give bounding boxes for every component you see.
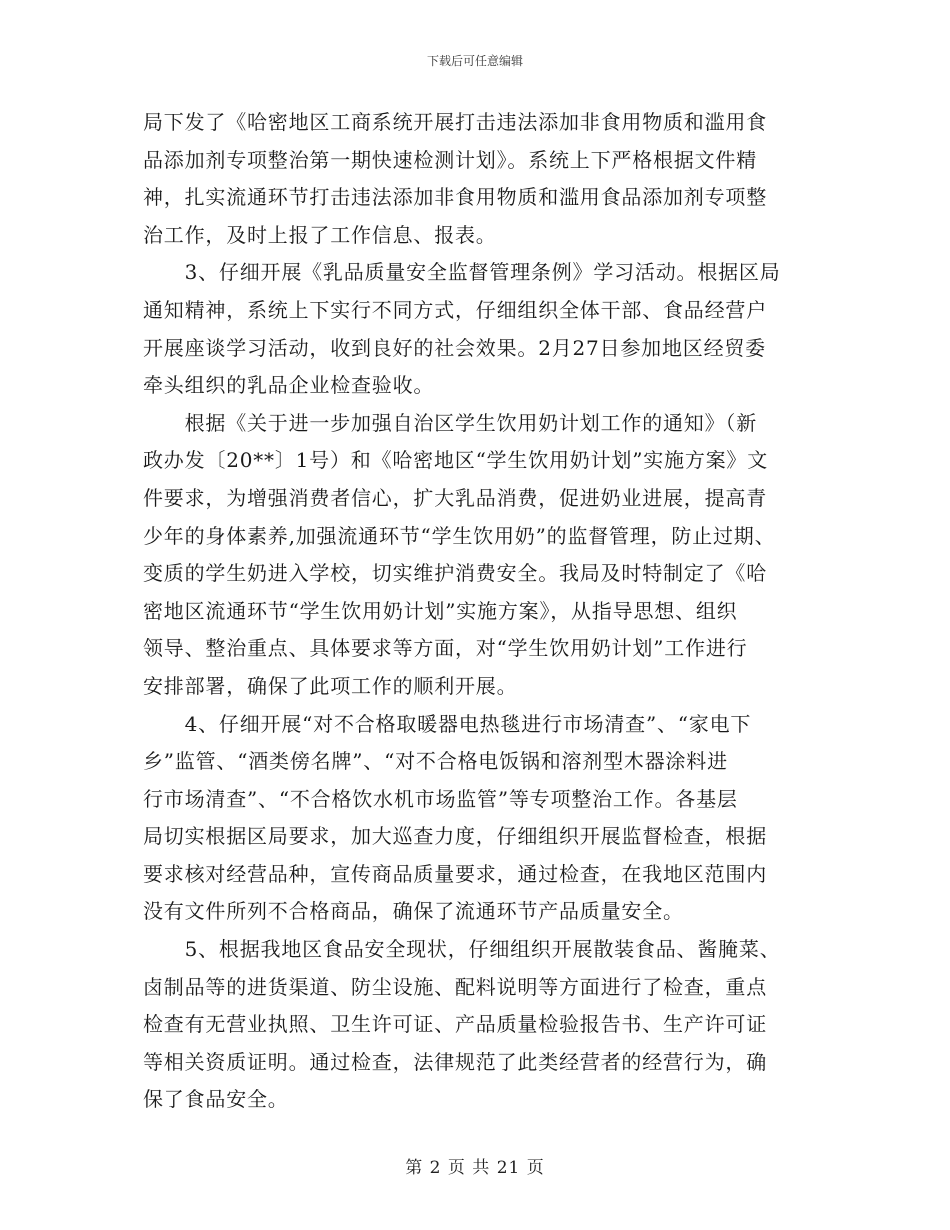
text-line: 治工作，及时上报了工作信息、报表。 <box>143 222 497 247</box>
page-header: 下载后可任意编辑 <box>426 54 523 68</box>
text-line: 保了食品安全。 <box>143 1087 289 1112</box>
text-line: 领导、整治重点、具体要求等方面，对“学生饮用奶计划”工作进行 <box>143 636 748 661</box>
text-line: 根据《关于进一步加强自治区学生饮用奶计划工作的通知》（新 <box>143 410 757 435</box>
text-line: 牵头组织的乳品企业检查验收。 <box>143 373 435 398</box>
text-line: 开展座谈学习活动，收到良好的社会效果。2月27日参加地区经贸委 <box>143 335 766 360</box>
page-footer: 第 2 页 共 21 页 <box>405 1158 545 1178</box>
text-line: 没有文件所列不合格商品，确保了流通环节产品质量安全。 <box>143 899 684 924</box>
text-line: 局下发了《哈密地区工商系统开展打击违法添加非食用物质和滥用食 <box>143 110 767 134</box>
text-line: 4、仔细开展“对不合格取暖器电热毯进行市场清查”、“家电下 <box>143 711 752 736</box>
text-line: 检查有无营业执照、卫生许可证、产品质量检验报告书、生产许可证 <box>143 1012 767 1037</box>
text-line: 神，扎实流通环节打击违法添加非食用物质和滥用食品添加剂专项整 <box>143 185 767 210</box>
text-line: 行市场清查”、“不合格饮水机市场监管”等专项整治工作。各基层 <box>143 786 738 811</box>
text-line: 少年的身体素养,加强流通环节“学生饮用奶”的监督管理，防止过期、 <box>143 523 776 548</box>
text-line: 3、仔细开展《乳品质量安全监督管理条例》学习活动。根据区局 <box>143 260 781 285</box>
text-line: 等相关资质证明。通过检查，法律规范了此类经营者的经营行为，确 <box>143 1049 767 1074</box>
text-line: 乡”监管、“酒类傍名牌”、“对不合格电饭锅和溶剂型木器涂料进 <box>143 749 728 774</box>
text-line: 局切实根据区局要求，加大巡查力度，仔细组织开展监督检查，根据 <box>143 824 767 849</box>
text-line: 件要求，为增强消费者信心，扩大乳品消费，促进奶业进展，提高青 <box>143 485 767 510</box>
text-line: 安排部署，确保了此项工作的顺利开展。 <box>143 673 518 698</box>
text-line: 变质的学生奶进入学校，切实维护消费安全。我局及时特制定了《哈 <box>143 561 767 586</box>
text-line: 密地区流通环节“学生饮用奶计划”实施方案》，从指导思想、组织 <box>143 598 738 623</box>
text-line: 卤制品等的进货渠道、防尘设施、配料说明等方面进行了检查，重点 <box>143 974 767 999</box>
text-line: 5、根据我地区食品安全现状，仔细组织开展散装食品、酱腌菜、 <box>143 937 781 962</box>
text-line: 政办发〔20**〕1号）和《哈密地区“学生饮用奶计划”实施方案》文 <box>143 448 769 473</box>
document-body <box>143 104 815 1119</box>
text-line: 通知精神，系统上下实行不同方式，仔细组织全体干部、食品经营户 <box>143 297 767 322</box>
text-line: 品添加剂专项整治第一期快速检测计划》。系统上下严格根据文件精 <box>143 147 757 172</box>
text-line: 要求核对经营品种，宣传商品质量要求，通过检查，在我地区范围内 <box>143 861 767 886</box>
